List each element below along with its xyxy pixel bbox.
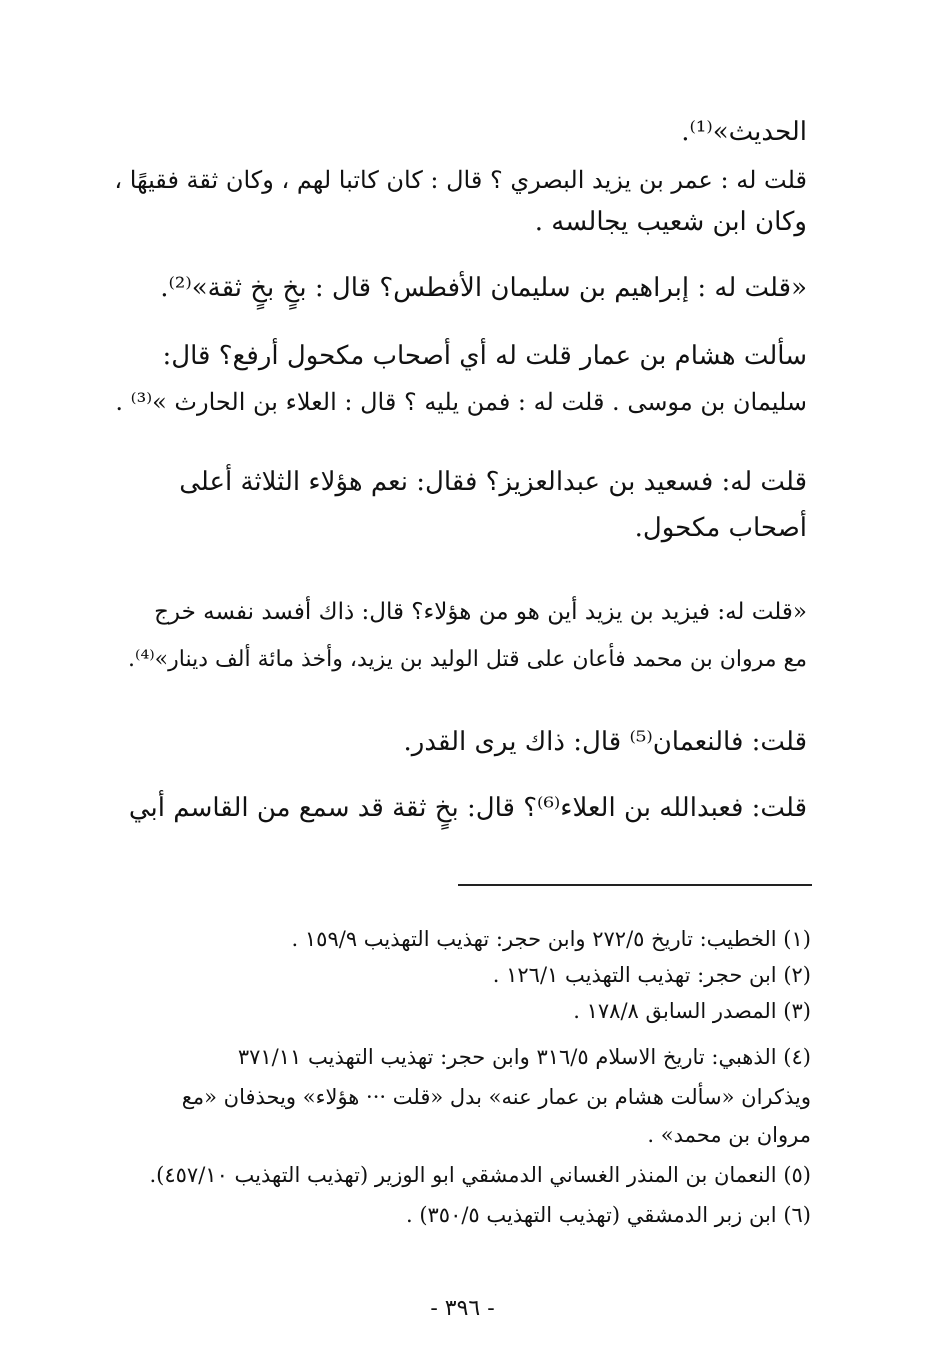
footnote-2: (٢) ابن حجر: تهذيب التهذيب ١٢٦/١ . [492,963,811,987]
body-line-2: قلت له : عمر بن يزيد البصري ؟ قال : كان كاتبا لهم ، وكان ثقة فقيهًا ، [114,166,807,194]
body-line-8: أصحاب مكحول. [634,513,807,543]
footnote-4-line-3: مروان بن محمد» . [647,1123,811,1147]
footnote-1: (١) الخطيب: تاريخ ٢٧٢/٥ وابن حجر: تهذيب التهذيب ١٥٩/٩ . [291,927,811,951]
body-line-6: سليمان بن موسى . قلت له : فمن يليه ؟ قال : العلاء بن الحارث »⁽³⁾ . [115,388,807,416]
body-line-5: سألت هشام بن عمار قلت له أي أصحاب مكحول أرفع؟ قال: [162,341,807,371]
footnote-5: (٥) النعمان بن المنذر الغساني الدمشقي ابو الوزير (تهذيب التهذيب ٤٥٧/١٠). [149,1163,811,1187]
body-line-10: مع مروان بن محمد فأعان على قتل الوليد بن يزيد، وأخذ مائة ألف دينار»⁽⁴⁾. [128,647,807,672]
footnote-4-line-2: ويذكران «سألت هشام بن عمار عنه» بدل «قلت ··· هؤلاء» ويحذفان «مع [181,1085,811,1109]
page-number: - ٣٩٦ - [430,1296,495,1321]
body-line-11: قلت: فالنعمان⁽⁵⁾ قال: ذاك يرى القدر. [403,727,807,757]
body-line-1: الحديث»⁽¹⁾. [681,117,807,147]
body-line-9: «قلت له: فيزيد بن يزيد أين هو من هؤلاء؟ قال: ذاك أفسد نفسه خرج [154,599,807,625]
body-line-7: قلت له: فسعيد بن عبدالعزيز؟ فقال: نعم هؤلاء الثلاثة أعلى [179,467,807,497]
footnote-separator [458,884,812,886]
body-line-4: «قلت له : إبراهيم بن سليمان الأفطس؟ قال : بخٍ بخٍ ثقة»⁽²⁾. [160,273,807,303]
body-line-12: قلت: فعبدالله بن العلاء⁽⁶⁾؟ قال: بخٍ ثقة قد سمع من القاسم أبي [128,793,807,823]
footnote-6: (٦) ابن زبر الدمشقي (تهذيب التهذيب ٣٥٠/٥) . [405,1203,811,1227]
footnote-3: (٣) المصدر السابق ١٧٨/٨ . [573,999,811,1023]
body-line-3: وكان ابن شعيب يجالسه . [534,207,807,237]
footnote-4-line-1: (٤) الذهبي: تاريخ الاسلام ٣١٦/٥ وابن حجر: تهذيب التهذيب ٣٧١/١١ [237,1045,811,1069]
